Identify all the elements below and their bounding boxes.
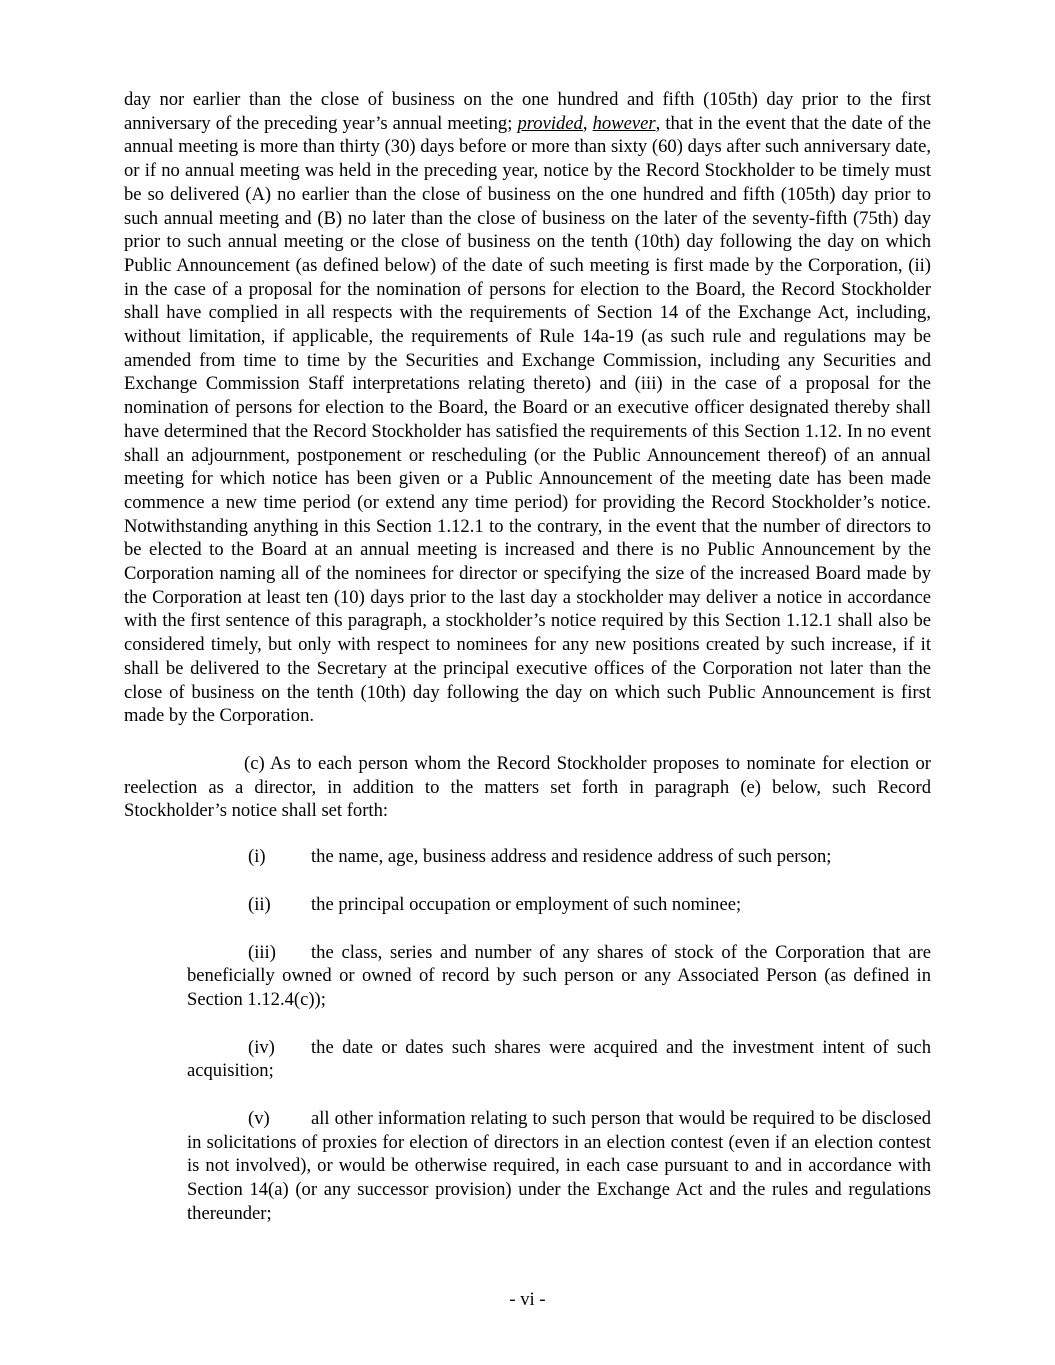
continuation-text-2: , that in the event that the date of the annual meeting is more than thirty (30) days before or more than sixty (60) days after such anniversary date, or if no annual meeting was held in the preceding year, notice by the Record Stockholder to be timely must be so delivered (A) no earlier than the close of business on the one hundred and fifth (105th) day prior to such annual meeting and (B) no later than the close of business on the later of the seventy-fifth (75th) day prior to such annual meeting or the close of business on the tenth (10th) day following the day on which Public Announcement (as defined below) of the date of such meeting is first made by the Corporation, (ii) in the case of a proposal for the nomination of persons for election to the Board, the Record Stockholder shall have complied in all respects with the requirements of Section 14 of the Exchange Act, including, without limitation, if applicable, the requirements of Rule 14a-19 (as such rule and regulations may be amended from time to time by the Securities and Exchange Commission, including any Securities and Exchange Commission Staff interpretations relating thereto) and (iii) in the case of a proposal for the nomination of persons for election to the Board, the Board or an executive officer designated thereby shall have determined that the Record Stockholder has satisfied the requirements of this Section 1.12. In no event shall an adjournment, postponement or rescheduling (or the Public Announcement thereof) of an annual meeting for which notice has been given or a Public Announcement of the meeting date has been made commence a new time period (or extend any time period) for providing the Record Stockholder’s notice. Notwithstanding anything in this Section 1.12.1 to the contrary, in the event that the number of directors to be elected to the Board at an annual meeting is increased and there is no Public Announcement by the Corporation naming all of the nominees for director or specifying the size of the increased Board made by the Corporation at least ten (10) days prior to the last day a stockholder may deliver a notice in accordance with the first sentence of this paragraph, a stockholder’s notice required by this Section 1.12.1 shall also be considered timely, but only with respect to nominees for any new positions created by such increase, if it shall be delivered to the Secretary at the principal executive offices of the Corporation not later than the close of business on the tenth (10th) day following the day on which such Public Announcement is first made by the Corporation.	[124, 112, 931, 727]
continuation-paragraph	[124, 88, 931, 728]
however-term: however	[592, 112, 656, 134]
list-item-number: (i)	[248, 846, 266, 868]
comma-separator: ,	[582, 112, 593, 134]
list-item-i	[124, 845, 931, 869]
page-number: - vi -	[509, 1289, 546, 1310]
list-item-number: (ii)	[248, 893, 271, 915]
list-item-text: the date or dates such shares were acquired and the investment intent of such acquisition;	[187, 1036, 931, 1082]
document-body	[124, 88, 931, 1226]
list-item-text: the class, series and number of any shares of stock of the Corporation that are beneficially owned or owned of record by such person or any Associated Person (as defined in Section 1.12.4(c));	[187, 941, 931, 1010]
list-item-text: the principal occupation or employment of such nominee;	[311, 893, 742, 915]
list-item-iv	[187, 1036, 931, 1083]
list-item-ii	[124, 893, 931, 917]
list-item-iii	[187, 941, 931, 1012]
list-item-text: the name, age, business address and residence address of such person;	[311, 846, 832, 868]
list-item-number: (iii)	[248, 941, 276, 963]
continuation-text-1: day nor earlier than the close of business on the one hundred and fifth (105th) day prior to the first anniversary of the preceding year’s annual meeting;	[124, 89, 931, 134]
list-item-number: (iv)	[248, 1036, 275, 1058]
list-item-v	[187, 1107, 931, 1226]
paragraph-c: (c) As to each person whom the Record Stockholder proposes to nominate for election or reelection as a director, in addition to the matters set forth in paragraph (e) below, such Record Stockholder’s notice shall set forth:	[124, 752, 931, 822]
provided-term: provided	[517, 112, 583, 134]
list-item-text: all other information relating to such person that would be required to be disclosed in solicitations of proxies for election of directors in an election contest (even if an election contest is not involved), or would be otherwise required, in each case pursuant to and in accordance with Section 14(a) (or any successor provision) under the Exchange Act and the rules and regulations thereunder;	[187, 1108, 931, 1224]
list-item-number: (v)	[248, 1108, 270, 1130]
